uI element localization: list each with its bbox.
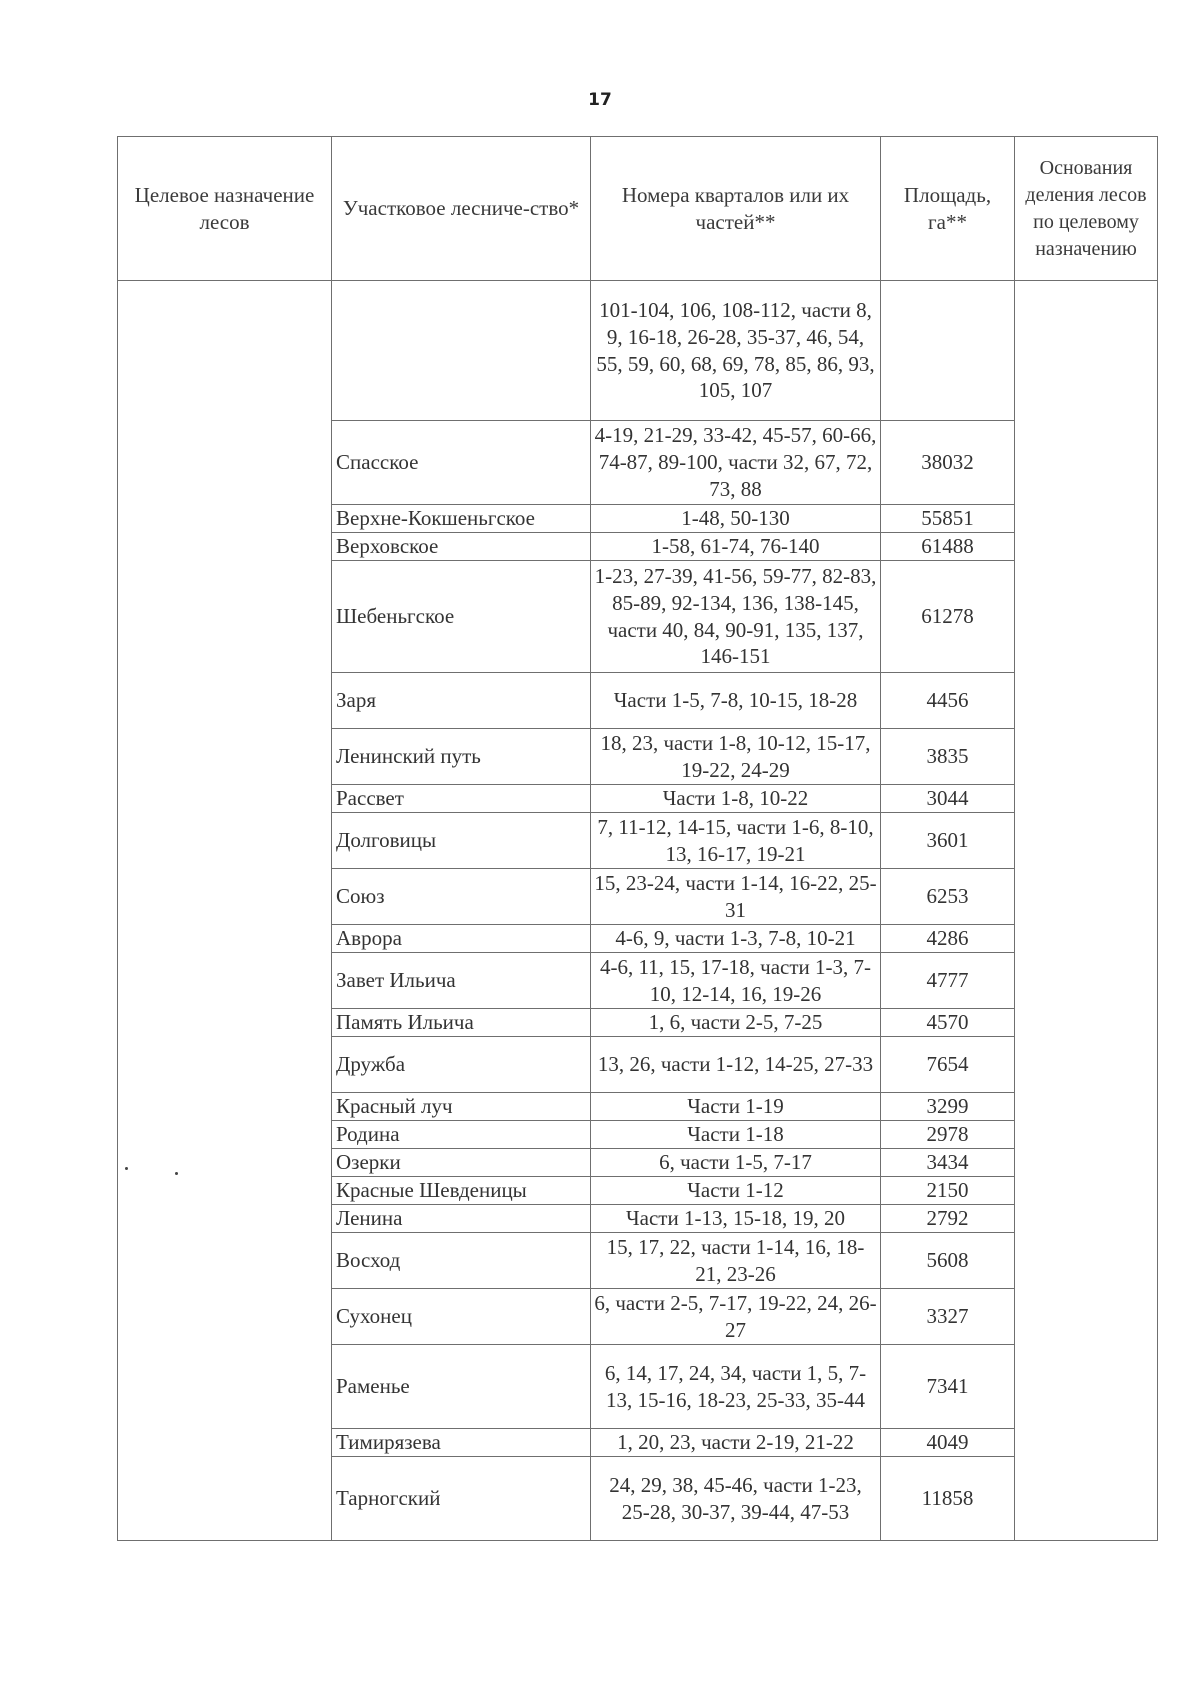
district-cell: Восход xyxy=(332,1233,591,1289)
forest-allocation-table xyxy=(117,136,1158,1541)
district-cell: Союз xyxy=(332,869,591,925)
area-cell: 3327 xyxy=(881,1289,1015,1345)
district-cell: Шебеньгское xyxy=(332,561,591,673)
quarters-cell: 4-19, 21-29, 33-42, 45-57, 60-66, 74-87, 89-100, части 32, 67, 72, 73, 88 xyxy=(591,421,881,505)
area-cell: 3601 xyxy=(881,813,1015,869)
page-number: 17 xyxy=(588,90,612,110)
quarters-cell: Части 1-12 xyxy=(591,1177,881,1205)
basis-cell xyxy=(1015,281,1158,1541)
area-cell: 7654 xyxy=(881,1037,1015,1093)
district-cell: Сухонец xyxy=(332,1289,591,1345)
district-cell: Верховское xyxy=(332,533,591,561)
header-district: Участковое лесниче-ство* xyxy=(332,137,591,281)
area-cell: 3434 xyxy=(881,1149,1015,1177)
district-cell: Память Ильича xyxy=(332,1009,591,1037)
quarters-cell: 4-6, 9, части 1-3, 7-8, 10-21 xyxy=(591,925,881,953)
table-row xyxy=(118,281,1158,421)
area-cell: 6253 xyxy=(881,869,1015,925)
table-header-row xyxy=(118,137,1158,281)
area-cell: 61278 xyxy=(881,561,1015,673)
district-cell: Верхне-Кокшеньгское xyxy=(332,505,591,533)
district-cell: Ленина xyxy=(332,1205,591,1233)
quarters-cell: 6, части 2-5, 7-17, 19-22, 24, 26-27 xyxy=(591,1289,881,1345)
quarters-cell: 7, 11-12, 14-15, части 1-6, 8-10, 13, 16-17, 19-21 xyxy=(591,813,881,869)
district-cell xyxy=(332,281,591,421)
quarters-cell: Части 1-18 xyxy=(591,1121,881,1149)
quarters-cell: 1, 6, части 2-5, 7-25 xyxy=(591,1009,881,1037)
district-cell: Рассвет xyxy=(332,785,591,813)
quarters-cell: Части 1-8, 10-22 xyxy=(591,785,881,813)
quarters-cell: 15, 17, 22, части 1-14, 16, 18-21, 23-26 xyxy=(591,1233,881,1289)
quarters-cell: Части 1-13, 15-18, 19, 20 xyxy=(591,1205,881,1233)
scan-speck xyxy=(175,1172,178,1175)
quarters-cell: 1, 20, 23, части 2-19, 21-22 xyxy=(591,1429,881,1457)
area-cell: 4570 xyxy=(881,1009,1015,1037)
scan-speck xyxy=(125,1167,128,1170)
quarters-cell: 4-6, 11, 15, 17-18, части 1-3, 7-10, 12-14, 16, 19-26 xyxy=(591,953,881,1009)
area-cell: 2792 xyxy=(881,1205,1015,1233)
area-cell xyxy=(881,281,1015,421)
district-cell: Красные Шевденицы xyxy=(332,1177,591,1205)
district-cell: Тимирязева xyxy=(332,1429,591,1457)
header-basis: Основания деления лесов по целевому назначению xyxy=(1015,137,1158,281)
area-cell: 4049 xyxy=(881,1429,1015,1457)
district-cell: Родина xyxy=(332,1121,591,1149)
quarters-cell: 6, части 1-5, 7-17 xyxy=(591,1149,881,1177)
header-quarters: Номера кварталов или их частей** xyxy=(591,137,881,281)
district-cell: Завет Ильича xyxy=(332,953,591,1009)
area-cell: 61488 xyxy=(881,533,1015,561)
quarters-cell: 15, 23-24, части 1-14, 16-22, 25-31 xyxy=(591,869,881,925)
district-cell: Тарногский xyxy=(332,1457,591,1541)
area-cell: 2150 xyxy=(881,1177,1015,1205)
district-cell: Заря xyxy=(332,673,591,729)
quarters-cell: 24, 29, 38, 45-46, части 1-23, 25-28, 30-37, 39-44, 47-53 xyxy=(591,1457,881,1541)
area-cell: 3044 xyxy=(881,785,1015,813)
quarters-cell: 18, 23, части 1-8, 10-12, 15-17, 19-22, 24-29 xyxy=(591,729,881,785)
area-cell: 4456 xyxy=(881,673,1015,729)
district-cell: Ленинский путь xyxy=(332,729,591,785)
header-area: Площадь, га** xyxy=(881,137,1015,281)
quarters-cell: 13, 26, части 1-12, 14-25, 27-33 xyxy=(591,1037,881,1093)
district-cell: Красный луч xyxy=(332,1093,591,1121)
area-cell: 5608 xyxy=(881,1233,1015,1289)
area-cell: 3299 xyxy=(881,1093,1015,1121)
quarters-cell: Части 1-5, 7-8, 10-15, 18-28 xyxy=(591,673,881,729)
area-cell: 7341 xyxy=(881,1345,1015,1429)
area-cell: 55851 xyxy=(881,505,1015,533)
area-cell: 2978 xyxy=(881,1121,1015,1149)
area-cell: 11858 xyxy=(881,1457,1015,1541)
quarters-cell: 101-104, 106, 108-112, части 8, 9, 16-18, 26-28, 35-37, 46, 54, 55, 59, 60, 68, 69, 78, 85, 86, 93, 105, 107 xyxy=(591,281,881,421)
district-cell: Раменье xyxy=(332,1345,591,1429)
quarters-cell: Части 1-19 xyxy=(591,1093,881,1121)
table-body xyxy=(118,281,1158,1541)
district-cell: Долговицы xyxy=(332,813,591,869)
quarters-cell: 1-48, 50-130 xyxy=(591,505,881,533)
district-cell: Аврора xyxy=(332,925,591,953)
purpose-cell xyxy=(118,281,332,1541)
district-cell: Спасское xyxy=(332,421,591,505)
area-cell: 38032 xyxy=(881,421,1015,505)
area-cell: 4286 xyxy=(881,925,1015,953)
quarters-cell: 1-23, 27-39, 41-56, 59-77, 82-83, 85-89, 92-134, 136, 138-145, части 40, 84, 90-91, 135, 137, 146-151 xyxy=(591,561,881,673)
area-cell: 3835 xyxy=(881,729,1015,785)
district-cell: Дружба xyxy=(332,1037,591,1093)
area-cell: 4777 xyxy=(881,953,1015,1009)
quarters-cell: 1-58, 61-74, 76-140 xyxy=(591,533,881,561)
header-purpose: Целевое назначение лесов xyxy=(118,137,332,281)
quarters-cell: 6, 14, 17, 24, 34, части 1, 5, 7-13, 15-16, 18-23, 25-33, 35-44 xyxy=(591,1345,881,1429)
district-cell: Озерки xyxy=(332,1149,591,1177)
